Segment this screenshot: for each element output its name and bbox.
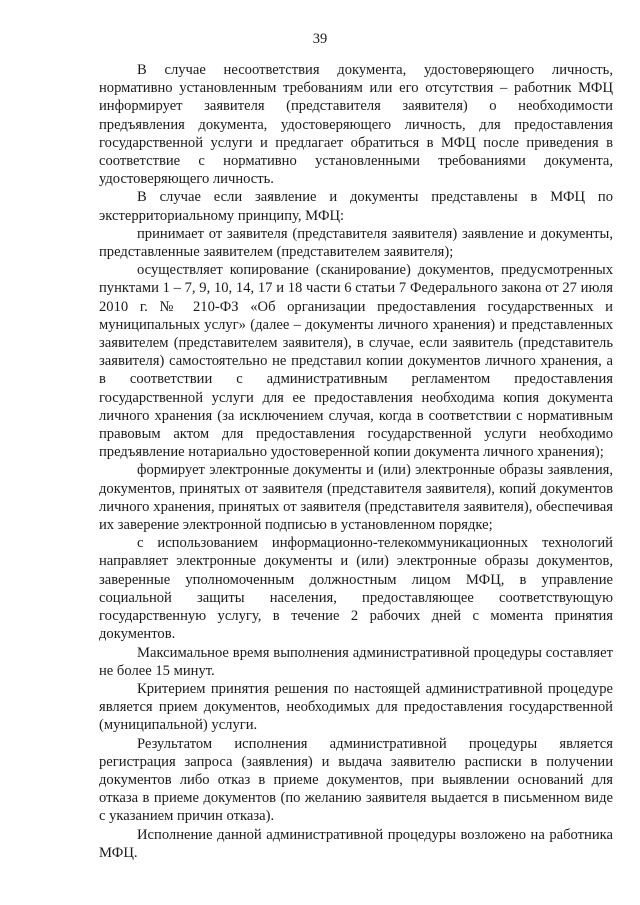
list-item-accepts: принимает от заявителя (представителя заявителя) заявление и документы, представленные заявителем (представителем заявителя); (99, 225, 613, 261)
list-item-sends: с использованием информационно-телекоммуникационных технологий направляет электронные документы и (или) электронные образы документов, заверенные уполномоченным должностным лицом МФЦ, в управление социальной защиты населения, предоставляющее соответствующую государственную услугу, в течение 2 рабочих дней с момента принятия документов. (99, 535, 613, 643)
paragraph-exterritorial-intro: В случае если заявление и документы представлены в МФЦ по экстерриториальному принципу, МФЦ: (99, 189, 613, 224)
page-number: 39 (312, 31, 328, 47)
paragraph-criterion: Критерием принятия решения по настоящей административной процедуре является прием документов, необходимых для предоставления государственной (муниципальной) услуги. (99, 680, 613, 734)
document-body (99, 61, 613, 862)
list-item-forms-electronic: формирует электронные документы и (или) электронные образы заявления, документов, принятых от заявителя (представителя заявителя), копий документов личного хранения, принятых от заявителя (представителя заявителя), обеспечивая их заверение электронной подписью в установленном порядке; (99, 462, 613, 534)
paragraph-identity-mismatch: В случае несоответствия документа, удостоверяющего личность, нормативно установленным требованиям или его отсутствия – работник МФЦ информирует заявителя (представителя заявителя) о необходимости предъявления документа, удостоверяющего личность, для предоставления государственной услуги и предлагает обратиться в МФЦ после приведения в соответствие с нормативно установленными требованиями документа, удостоверяющего личность. (99, 62, 613, 188)
paragraph-max-time: Максимальное время выполнения административной процедуры составляет не более 15 минут. (99, 644, 613, 679)
list-item-copies: осуществляет копирование (сканирование) документов, предусмотренных пунктами 1 – 7, 9, 10, 14, 17 и 18 части 6 статьи 7 Федерального закона от 27 июля 2010 г. № 210-ФЗ «Об организации предоставления государственных и муниципальных услуг» (далее – документы личного хранения) и представленных заявителем (представителем заявителя), в случае, если заявитель (представитель заявителя) самостоятельно не представил копии документов личного хранения, а в соответствии с административным регламентом предоставления государственной услуги для ее предоставления необходима копия документа личного хранения (за исключением случая, когда в соответствии с нормативным правовым актом для предоставления государственной услуги необходимо предъявление нотариально удостоверенной копии документа личного хранения); (99, 262, 613, 461)
paragraph-responsible: Исполнение данной административной процедуры возложено на работника МФЦ. (99, 826, 613, 861)
paragraph-result: Результатом исполнения административной процедуры является регистрация запроса (заявления) и выдача заявителю расписки в получении документов либо отказ в приеме документов, при выявлении оснований для отказа в приеме документов (по желанию заявителя выдается в письменном виде с указанием причин отказа). (99, 735, 613, 825)
